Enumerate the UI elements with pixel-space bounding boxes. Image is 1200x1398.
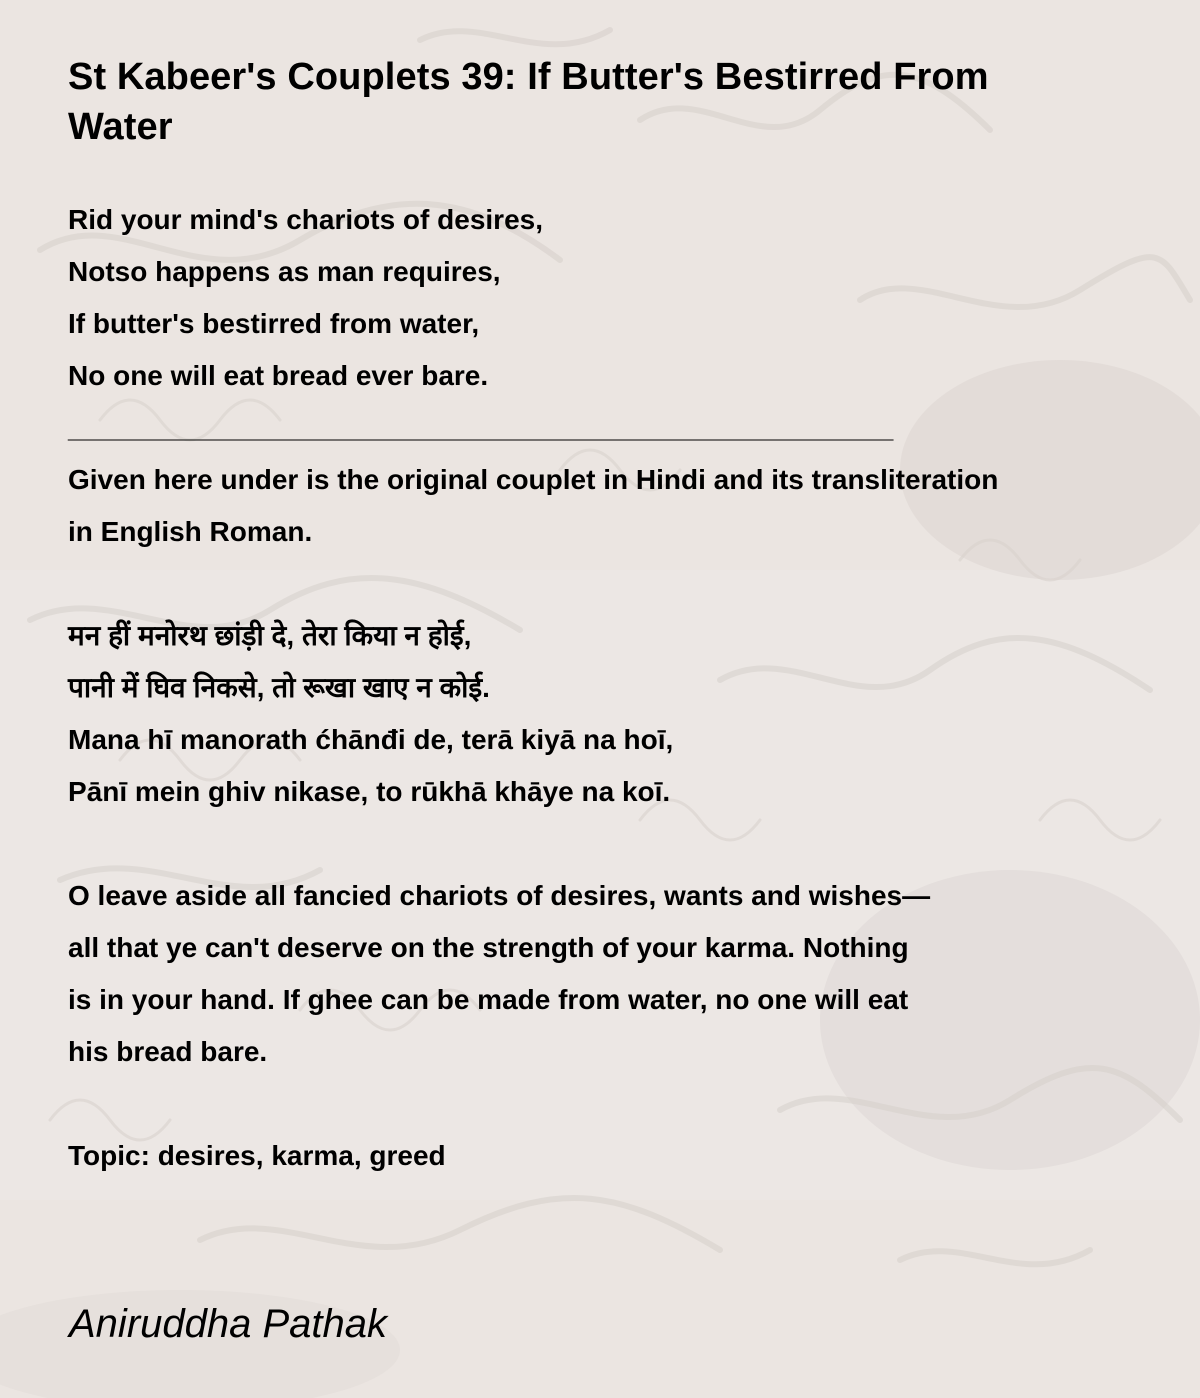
poem-line: Notso happens as man requires,	[68, 256, 501, 287]
hindi-line: पानी में घिव निकसे, तो रूखा खाए न कोई.	[68, 672, 490, 703]
poem-line: O leave aside all fancied chariots of desires, wants and wishes—	[68, 880, 931, 911]
poem-line: If butter's bestirred from water,	[68, 308, 480, 339]
poem-line: is in your hand. If ghee can be made from water, no one will eat	[68, 984, 909, 1015]
poem-line: all that ye can't deserve on the strength of your karma. Nothing	[68, 932, 909, 963]
stanza-gap	[68, 1078, 1168, 1130]
poem-topics: Topic: desires, karma, greed	[68, 1140, 446, 1171]
separator-line: _____________________________________________________	[68, 412, 894, 443]
transliteration-line: Pānī mein ghiv nikase, to rūkhā khāye na koī.	[68, 776, 671, 807]
hindi-line: मन हीं मनोरथ छांड़ी दे, तेरा किया न होई,	[68, 620, 472, 651]
poem-line: Rid your mind's chariots of desires,	[68, 204, 543, 235]
poem-line: No one will eat bread ever bare.	[68, 360, 489, 391]
poem-line: his bread bare.	[68, 1036, 268, 1067]
stanza-gap	[68, 558, 1168, 610]
poem-container	[68, 52, 1168, 1182]
poem-line: in English Roman.	[68, 516, 313, 547]
poem-title: St Kabeer's Couplets 39: If Butter's Bestirred From Water	[68, 56, 989, 148]
poem-line: Given here under is the original couplet in Hindi and its transliteration	[68, 464, 999, 495]
poem-body	[68, 194, 1168, 1182]
transliteration-line: Mana hī manorath ćhānđi de, terā kiyā na hoī,	[68, 724, 674, 755]
stanza-gap	[68, 818, 1168, 870]
author-name: Aniruddha Pathak	[69, 1302, 388, 1346]
